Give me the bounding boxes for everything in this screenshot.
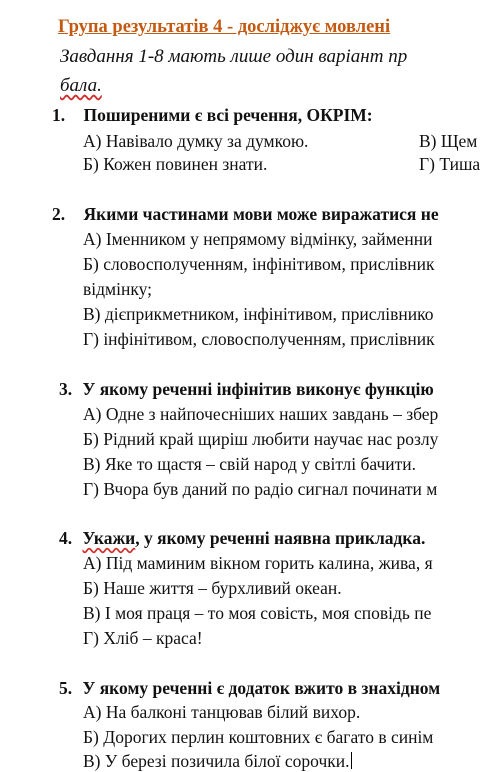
option-c: В) дієприкметником, інфінітивом, прислівнико [83, 304, 434, 324]
option-b-continued: відмінку; [83, 279, 152, 299]
question-1 [52, 104, 373, 126]
option-c: В) І моя праця – то моя совість, моя сповідь пе [83, 603, 432, 623]
option-a: А) Іменником у непрямому відмінку, займенни [83, 229, 433, 249]
option-d: Г) Вчора був даний по радіо сигнал починати м [83, 479, 438, 499]
option-a: А) Навівало думку за думкою. [83, 131, 309, 151]
option-a: А) Одне з найпочесніших наших завдань – збер [83, 404, 439, 424]
question-5 [59, 677, 440, 699]
question-number: 5. [59, 678, 73, 698]
option-d: Г) інфінітивом, словосполученням, прислівник [83, 329, 435, 349]
question-3 [59, 378, 434, 400]
question-number: 3. [59, 379, 73, 399]
instruction-line-2: бала. [60, 75, 102, 96]
option-c[interactable] [83, 750, 352, 772]
text-cursor [351, 752, 352, 769]
instruction-line-1: Завдання 1-8 мають лише один варіант пр [60, 46, 408, 67]
option-c: В) Щем [419, 131, 478, 151]
option-b: Б) словосполученням, інфінітивом, прислівник [83, 254, 435, 274]
question-text: У якому реченні є додаток вжито в знахідном [82, 678, 441, 698]
question-text: Якими частинами мови може виражатися не [83, 204, 439, 224]
option-a: А) На балконі танцював білий вихор. [83, 702, 361, 722]
option-b: Б) Кожен повинен знати. [83, 154, 268, 174]
option-d: Г) Тиша [419, 154, 481, 174]
option-b: Б) Рідний край щиріш любити научає нас розлу [83, 429, 439, 449]
question-keyword: Укажи [82, 528, 136, 548]
section-title: Група результатів 4 - досліджує мовлені [58, 17, 391, 37]
question-number: 1. [52, 105, 66, 125]
option-d: Г) Хліб – краса! [83, 628, 203, 648]
question-2 [52, 203, 439, 225]
option-b: Б) Дорогих перлин коштовних є багато в синім [83, 727, 434, 747]
option-c: В) Яке то щастя – свій народ у світлі бачити. [83, 454, 417, 474]
question-4 [59, 527, 425, 549]
question-number: 4. [59, 528, 73, 548]
question-text: Поширеними є всі речення, ОКРІМ: [83, 105, 373, 125]
question-number: 2. [52, 204, 66, 224]
option-b: Б) Наше життя – бурхливий океан. [83, 578, 342, 598]
option-a: А) Під маминим вікном горить калина, жива, я [83, 553, 433, 573]
question-text: , у якому реченні наявна прикладка. [135, 528, 426, 548]
option-text: В) У березі позичила білої сорочки. [83, 751, 350, 771]
question-text: У якому реченні інфінітив виконує функцію [82, 379, 434, 399]
